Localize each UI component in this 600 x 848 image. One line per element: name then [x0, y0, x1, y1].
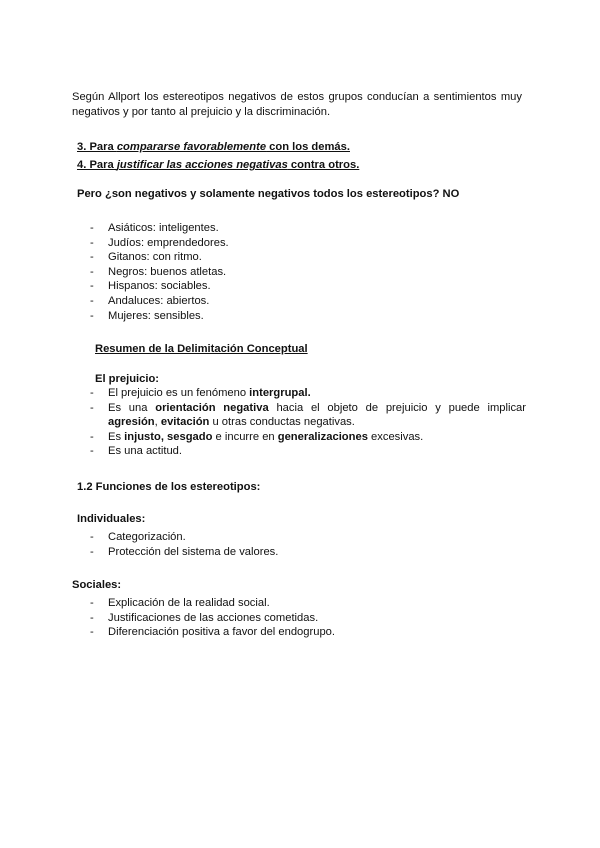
prejudice-item-bold: intergrupal. — [249, 387, 311, 399]
summary-heading: Resumen de la Delimitación Conceptual — [95, 343, 308, 355]
prejudice-item-text: Es una — [108, 401, 156, 414]
list-item: - Negros: buenos atletas. — [72, 265, 229, 280]
point-3 — [77, 140, 350, 155]
list-item: - Protección del sistema de valores. — [72, 545, 278, 560]
prejudice-item-bold: orientación negativa — [155, 401, 269, 414]
point-4-emphasis: justificar las acciones negativas — [116, 159, 288, 171]
list-item: - Categorización. — [72, 530, 278, 545]
list-item — [72, 430, 526, 445]
prejudice-item-text: e incurre en — [212, 430, 278, 443]
positive-stereotypes-list — [72, 221, 229, 323]
prejudice-item-bold: agresión — [108, 416, 155, 429]
list-item: - Andaluces: abiertos. — [72, 294, 229, 309]
list-item: - Mujeres: sensibles. — [72, 309, 229, 324]
point-3-emphasis: compararse favorablemente — [116, 141, 267, 153]
list-item: - Asiáticos: inteligentes. — [72, 221, 229, 236]
prejudice-item-text: hacia el objeto de prejuicio y puede implicar — [268, 401, 526, 414]
prejudice-item-bold: injusto, sesgado — [124, 430, 213, 443]
prejudice-list — [72, 386, 526, 459]
prejudice-item-text: Es — [108, 430, 125, 443]
list-item — [72, 386, 526, 401]
individual-heading: Individuales: — [77, 513, 146, 525]
list-item: - Es una actitud. — [72, 444, 526, 459]
prejudice-item-text: excesivas. — [367, 430, 424, 443]
point-4 — [77, 158, 359, 173]
point-3-pre: 3. Para — [77, 141, 117, 153]
list-item: - Hispanos: sociables. — [72, 279, 229, 294]
prejudice-item-text: , — [154, 416, 161, 429]
point-3-post: con los demás. — [266, 141, 350, 153]
point-4-post: contra otros. — [287, 159, 360, 171]
list-item: - Justificaciones de las acciones cometidas. — [72, 611, 335, 626]
point-4-pre: 4. Para — [77, 159, 117, 171]
prejudice-item-text: El prejuicio es un fenómeno — [108, 387, 250, 399]
list-item — [72, 401, 526, 430]
functions-heading: 1.2 Funciones de los estereotipos: — [77, 481, 261, 493]
list-item: - Judíos: emprendedores. — [72, 236, 229, 251]
social-list — [72, 596, 335, 640]
prejudice-item-bold: generalizaciones — [277, 430, 368, 443]
prejudice-heading: El prejuicio: — [95, 373, 160, 385]
list-item: - Explicación de la realidad social. — [72, 596, 335, 611]
list-item: - Gitanos: con ritmo. — [72, 250, 229, 265]
intro-paragraph: Según Allport los estereotipos negativos de estos grupos conducían a sentimientos muy negativos y por tanto al prejuicio y la discriminación. — [72, 91, 522, 118]
question-line: Pero ¿son negativos y solamente negativos todos los estereotipos? NO — [77, 188, 460, 200]
individual-list — [72, 530, 278, 559]
social-heading: Sociales: — [72, 579, 122, 591]
prejudice-item-bold: evitación — [160, 416, 210, 429]
list-item: - Diferenciación positiva a favor del endogrupo. — [72, 625, 335, 640]
prejudice-item-text: u otras conductas negativas. — [209, 416, 355, 429]
